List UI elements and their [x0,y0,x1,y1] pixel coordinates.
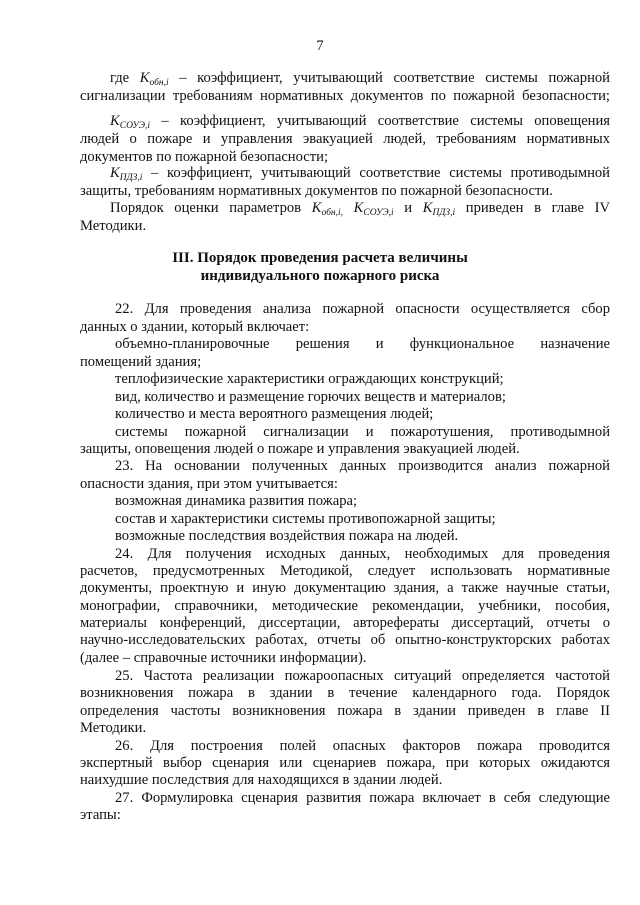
page-number: 7 [316,38,324,54]
formula-k-obn: $K_{обн,i}$ [139,70,169,88]
text-line: защиты, требованиям нормативных документов по пожарной безопасности. [80,183,553,199]
text-line: 22. Для проведения анализа пожарной опасности осуществляется сбор [115,301,610,317]
text-line: людей о пожаре и управления эвакуацией людей, требованиям нормативных [80,131,610,147]
section-heading-line1: III. Порядок проведения расчета величины [172,250,468,266]
text-line: этапы: [80,807,121,823]
text-line: данных о здании, который включает: [80,319,310,335]
text-line: наихудшие последствия для находящихся в здании людей. [80,772,443,788]
text-line: расчетов, предусмотренных Методикой, следует использовать нормативные [80,563,610,579]
text-line: Методики. [80,720,147,736]
text-line: 25. Частота реализации пожароопасных ситуаций определяется частотой [115,668,610,684]
text-line: (далее – справочные источники информации). [80,650,367,666]
text-line: 27. Формулировка сценария развития пожара включает в себя следующие [115,790,610,806]
formula-k-pdz: $K_{ПДЗ,i}$ [422,200,456,218]
text-line: определения частоты возникновения пожара в здании приведен в главе II [80,703,610,719]
text-line: количество и места вероятного размещения людей; [115,406,434,422]
text-line: вид, количество и размещение горючих веществ и материалов; [115,389,506,405]
text-line: помещений здания; [80,354,202,370]
text-line: $K_{ПДЗ,i}$ – коэффициент, учитывающий соответствие системы противодымной [110,165,610,183]
text-line: документы, проектную и иную документацию здания, а также научные статьи, [80,580,610,596]
text-line: монографии, справочники, методические рекомендации, учебники, пособия, [80,598,610,614]
text-line: возможная динамика развития пожара; [115,493,358,509]
formula-k-obn: $K_{обн,i,}$ [311,200,343,218]
formula-k-soue: $K_{СОУЭ,i}$ [342,200,394,218]
text-line: опасности здания, при этом учитывается: [80,476,338,492]
text-line: экспертный выбор сценария или сценариев пожара, при которых ожидаются [80,755,610,771]
text-line: системы пожарной сигнализации и пожаротушения, противодымной [115,424,610,440]
section-heading-line2: индивидуального пожарного риска [200,268,440,284]
text-line: где $K_{обн,i}$ – коэффициент, учитывающий соответствие системы пожарной [110,70,610,88]
text-line: 23. На основании полученных данных производится анализ пожарной [115,458,610,474]
text-line: защиты, оповещения людей о пожаре и управления эвакуацией людей. [80,441,520,457]
text-line: материалы конференций, диссертации, авторефераты диссертаций, отчеты о [80,615,610,631]
text-line: научно-исследовательских работах, отчеты об опытно-конструкторских работах [80,632,610,648]
text-line: объемно-планировочные решения и функциональное назначение [115,336,610,352]
text-line: Методики. [80,218,147,234]
text-line: состав и характеристики системы противопожарной защиты; [115,511,496,527]
text-line: сигнализации требованиям нормативных документов по пожарной безопасности; [80,88,610,104]
text-line: возможные последствия воздействия пожара на людей. [115,528,459,544]
text-line: документов по пожарной безопасности; [80,149,328,165]
text-line: Порядок оценки параметров $K_{обн,i,}$ $K_{СОУЭ,i}$ и $K_{ПДЗ,i}$ приведен в главе IV [110,200,610,218]
text-line: 24. Для получения исходных данных, необходимых для проведения [115,546,610,562]
formula-k-soue: $K_{СОУЭ,i}$ [110,113,151,131]
text-line: возникновения пожара в здании в течение календарного года. Порядок [80,685,610,701]
text-line: 26. Для построения полей опасных факторов пожара проводится [115,738,610,754]
text-line: теплофизические характеристики ограждающих конструкций; [115,371,504,387]
formula-k-pdz: $K_{ПДЗ,i}$ [110,165,143,183]
text-line: $K_{СОУЭ,i}$ – коэффициент, учитывающий соответствие системы оповещения [110,113,610,131]
